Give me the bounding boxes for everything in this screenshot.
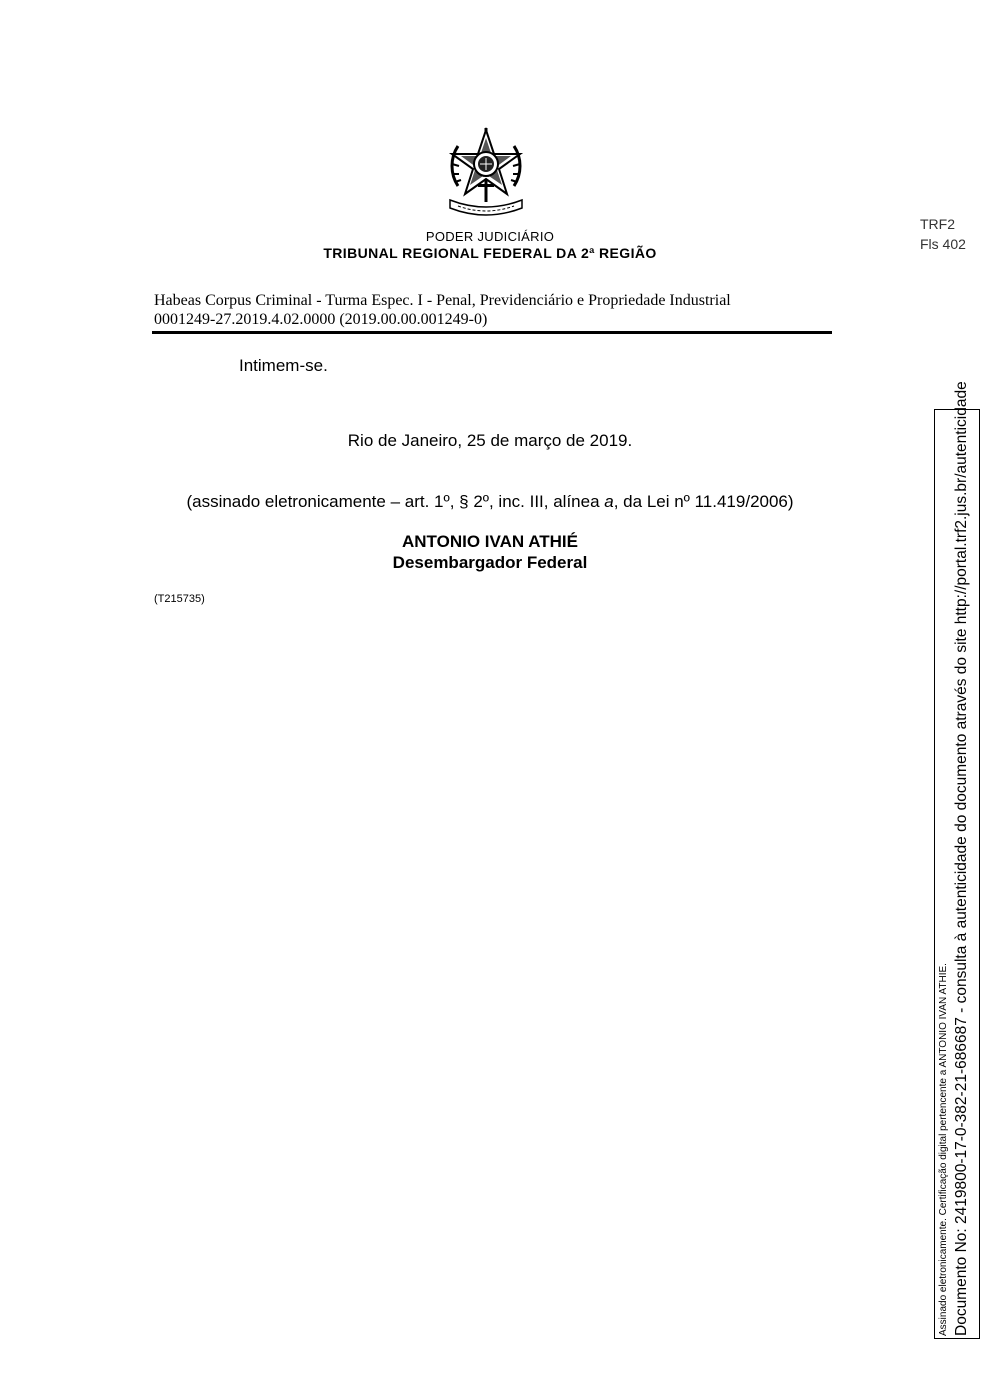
court-heading: TRIBUNAL REGIONAL FEDERAL DA 2ª REGIÃO: [323, 245, 657, 261]
brazil-coat-of-arms-icon: [444, 124, 528, 220]
authentication-text: [935, 381, 981, 1340]
signer-role: Desembargador Federal: [392, 553, 588, 572]
electronic-signature-note: [120, 492, 860, 512]
signature-note-part1: (assinado eletronicamente – art. 1º, § 2º, inc. III, alínea: [186, 492, 605, 511]
header-divider: [152, 331, 832, 334]
signer-name: ANTONIO IVAN ATHIÉ: [402, 532, 578, 551]
signature-note-italic: a: [604, 492, 614, 511]
margin-court-code: TRF2: [920, 216, 955, 232]
case-number: 0001249-27.2019.4.02.0000 (2019.00.00.001249-0): [154, 311, 488, 328]
digital-certificate-note: Assinado eletronicamente. Certificação digital pertencente a ANTONIO IVAN ATHIE.: [938, 963, 949, 1336]
authentication-box: [934, 381, 980, 1339]
signature-note-part2: , da Lei nº 11.419/2006): [613, 492, 794, 511]
reference-code: (T215735): [154, 593, 205, 605]
case-class: Habeas Corpus Criminal - Turma Espec. I - Penal, Previdenciário e Propriedade Industrial: [154, 292, 731, 309]
margin-folio: Fls 402: [920, 236, 966, 252]
order-text: Intimem-se.: [239, 356, 328, 375]
institution-heading: PODER JUDICIÁRIO: [425, 229, 555, 244]
place-date: Rio de Janeiro, 25 de março de 2019.: [347, 431, 633, 450]
document-authenticity-note: Documento No: 2419800-17-0-382-21-686687 - consulta à autenticidade do documento através do site http://portal.trf2.jus.br/autenticidade: [953, 381, 970, 1336]
